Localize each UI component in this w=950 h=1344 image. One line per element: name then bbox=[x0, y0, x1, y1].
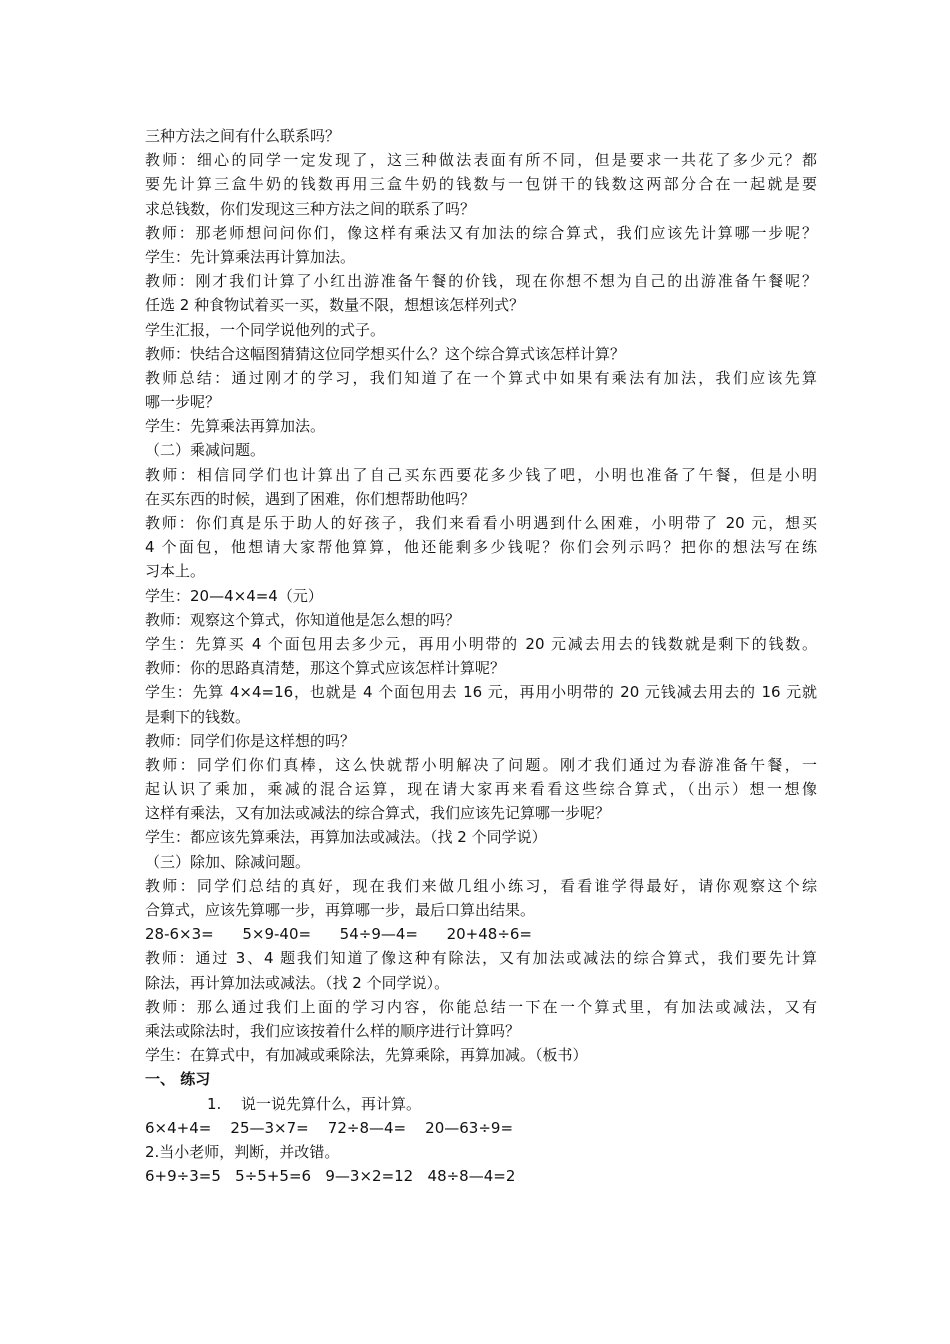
paragraph-line: 学生：在算式中，有加减或乘除法，先算乘除，再算加减。（板书） bbox=[145, 1046, 588, 1065]
exercise-line: 28-6×3= 5×9-40= 54÷9—4= 20+48÷6= bbox=[145, 925, 533, 944]
list-item-number: 1. bbox=[207, 1094, 222, 1113]
paragraph-line: 任选 2 种食物试着买一买，数量不限，想想该怎样列式？ bbox=[145, 296, 525, 315]
paragraph-line: 教师：你们真是乐于助人的好孩子，我们来看看小明遇到什么困难，小明带了 20 元，想买 bbox=[145, 514, 817, 532]
paragraph-line: 教师：通过 3、4 题我们知道了像这种有除法，又有加法或减法的综合算式，我们要先计算 bbox=[145, 949, 817, 968]
list-item: 2.当小老师，判断，并改错。 bbox=[145, 1142, 340, 1161]
paragraph-line: 学生汇报，一个同学说他列的式子。 bbox=[145, 320, 386, 339]
paragraph-line: 求总钱数，你们发现这三种方法之间的联系了吗？ bbox=[145, 199, 476, 218]
list-item bbox=[145, 1092, 817, 1116]
paragraph-line: 教师总结：通过刚才的学习，我们知道了在一个算式中如果有乘法有加法，我们应该先算 bbox=[145, 368, 817, 387]
paragraph-line: 除法，再计算加法或减法。（找 2 个同学说）。 bbox=[145, 973, 450, 992]
paragraph-line: 乘法或除法时，我们应该按着什么样的顺序进行计算吗？ bbox=[145, 1021, 521, 1040]
paragraph-line: 学生：先算买 4 个面包用去多少元，再用小明带的 20 元减去用去的钱数就是剩下的钱数。 bbox=[145, 634, 817, 653]
paragraph-line: 哪一步呢？ bbox=[145, 393, 221, 412]
section-heading: 一、 练习 bbox=[145, 1070, 211, 1089]
paragraph-line: 学生：先算 4×4=16，也就是 4 个面包用去 16 元，再用小明带的 20 元钱减去用去的 16 元就 bbox=[145, 683, 817, 702]
paragraph-line: 学生：先计算乘法再计算加法。 bbox=[145, 247, 356, 266]
paragraph-line: 是剩下的钱数。 bbox=[145, 707, 251, 726]
paragraph-line: 教师：观察这个算式，你知道他是怎么想的吗？ bbox=[145, 610, 461, 629]
paragraph-line: 在买东西的时候，遇到了困难，你们想帮助他吗？ bbox=[145, 489, 476, 508]
document-body bbox=[145, 124, 817, 1188]
paragraph-line: 教师：同学们你们真棒，这么快就帮小明解决了问题。刚才我们通过为春游准备午餐，一 bbox=[145, 755, 817, 774]
paragraph-line: 这样有乘法，又有加法或减法的综合算式，我们应该先记算哪一步呢？ bbox=[145, 804, 611, 823]
list-item-text: 说一说先算什么，再计算。 bbox=[241, 1094, 422, 1113]
exercise-line: 6+9÷3=5 5÷5+5=6 9—3×2=12 48÷8—4=2 bbox=[145, 1167, 516, 1186]
paragraph-line: 学生：20—4×4=4（元） bbox=[145, 586, 323, 605]
paragraph-line: 4 个面包，他想请大家帮他算算，他还能剩多少钱呢？你们会列示吗？把你的想法写在练 bbox=[145, 538, 817, 557]
paragraph-line: 学生：都应该先算乘法，再算加法或减法。（找 2 个同学说） bbox=[145, 828, 547, 847]
paragraph-line: 教师：你的思路真清楚，那这个算式应该怎样计算呢？ bbox=[145, 659, 506, 678]
paragraph-line: 教师：相信同学们也计算出了自己买东西要花多少钱了吧，小明也准备了午餐，但是小明 bbox=[145, 465, 817, 484]
paragraph-line: 合算式，应该先算哪一步，再算哪一步，最后口算出结果。 bbox=[145, 901, 536, 919]
paragraph-line: 教师：同学们总结的真好，现在我们来做几组小练习，看看谁学得最好，请你观察这个综 bbox=[145, 876, 817, 895]
paragraph-line: 教师：刚才我们计算了小红出游准备午餐的价钱，现在你想不想为自己的出游准备午餐呢？ bbox=[145, 272, 817, 291]
paragraph-line: 教师：那么通过我们上面的学习内容，你能总结一下在一个算式里，有加法或减法，又有 bbox=[145, 997, 817, 1016]
paragraph-line: 三种方法之间有什么联系吗？ bbox=[145, 127, 341, 145]
paragraph-line: 教师：那老师想问问你们，像这样有乘法又有加法的综合算式，我们应该先计算哪一步呢？ bbox=[145, 223, 817, 242]
paragraph-line: 教师：细心的同学一定发现了，这三种做法表面有所不同，但是要求一共花了多少元？都 bbox=[145, 151, 817, 170]
paragraph-line: 起认识了乘加，乘减的混合运算，现在请大家再来看看这些综合算式，（出示）想一想像 bbox=[145, 780, 817, 799]
section-title: （二）乘减问题。 bbox=[145, 441, 266, 460]
section-title: （三）除加、除减问题。 bbox=[145, 852, 311, 871]
paragraph-line: 习本上。 bbox=[145, 562, 206, 581]
paragraph-line: 教师：同学们你是这样想的吗？ bbox=[145, 731, 356, 750]
exercise-line: 6×4+4= 25—3×7= 72÷8—4= 20—63÷9= bbox=[145, 1118, 514, 1137]
paragraph-line: 要先计算三盒牛奶的钱数再用三盒牛奶的钱数与一包饼干的钱数这两部分合在一起就是要 bbox=[145, 175, 817, 194]
paragraph-line: 学生：先算乘法再算加法。 bbox=[145, 417, 326, 436]
paragraph-line: 教师：快结合这幅图猜猜这位同学想买什么？这个综合算式该怎样计算？ bbox=[145, 344, 626, 363]
